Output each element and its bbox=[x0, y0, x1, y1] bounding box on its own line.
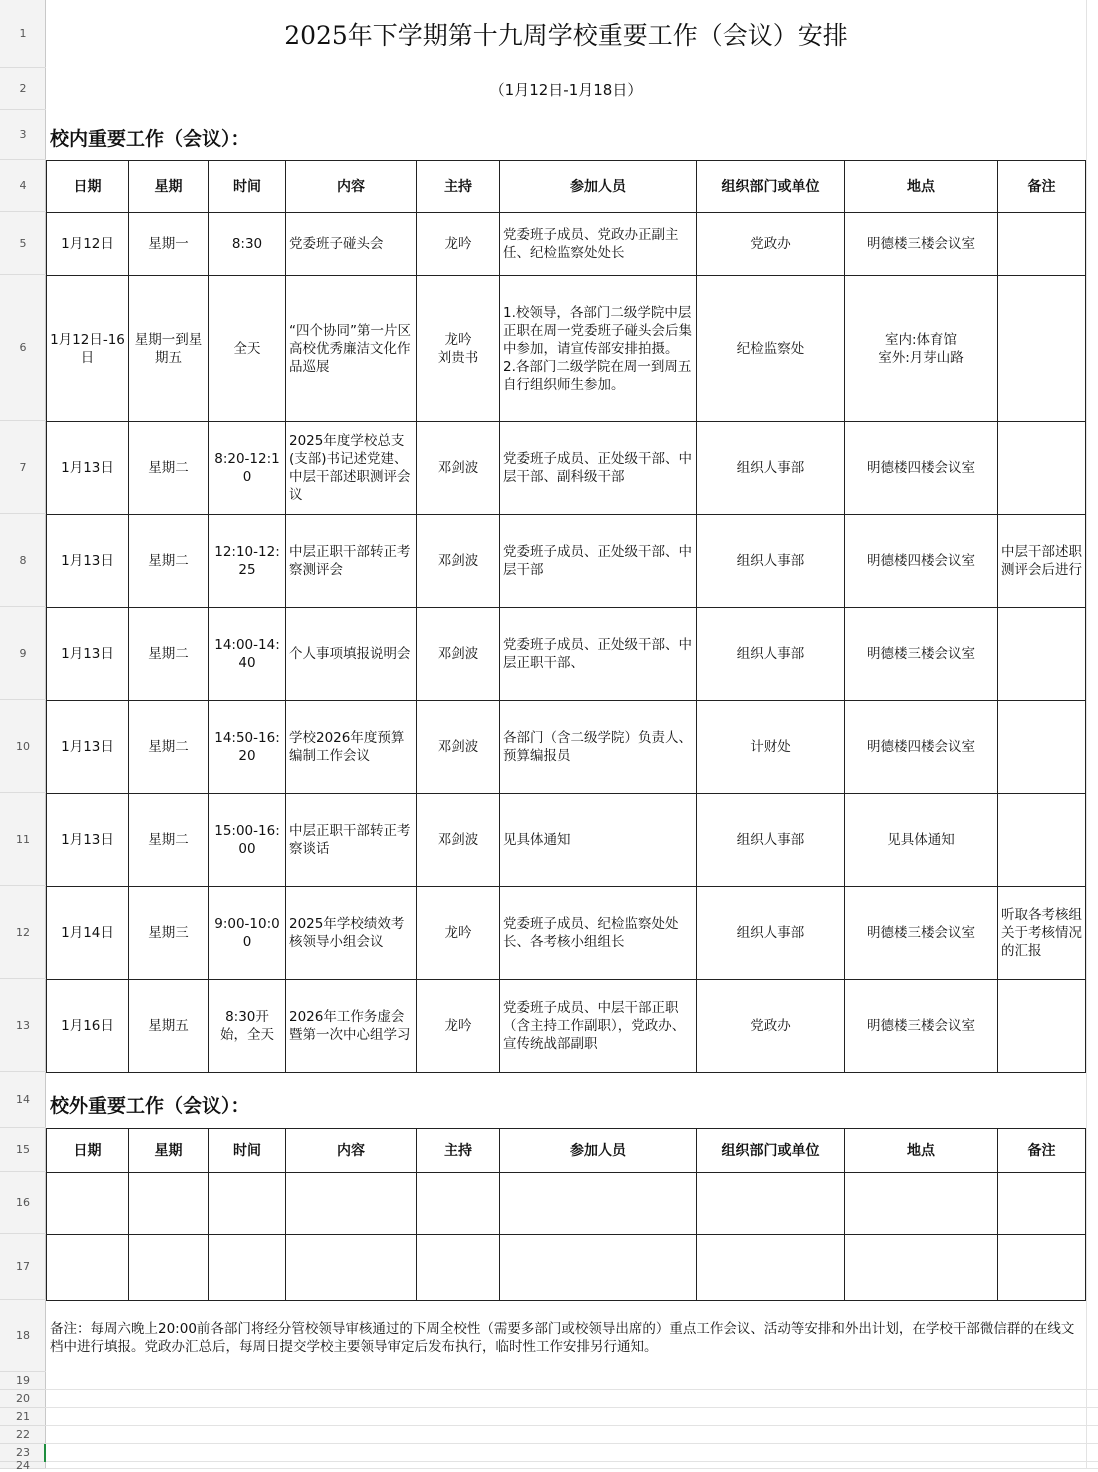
cell-time[interactable]: 8:30开始，全天 bbox=[209, 980, 286, 1073]
cell-date[interactable]: 1月13日 bbox=[47, 608, 129, 701]
row-number[interactable]: 16 bbox=[0, 1172, 46, 1234]
table-row bbox=[47, 887, 1086, 980]
cell-note[interactable] bbox=[998, 213, 1086, 276]
cell-location[interactable]: 明德楼四楼会议室 bbox=[845, 515, 998, 608]
cell-content[interactable]: 2025年度学校总支(支部)书记述党建、中层干部述职测评会议 bbox=[286, 422, 417, 515]
cell-location[interactable]: 室内:体育馆 室外:月芽山路 bbox=[845, 276, 998, 422]
cell-organizer[interactable]: 纪检监察处 bbox=[697, 276, 845, 422]
cell-location[interactable]: 明德楼三楼会议室 bbox=[845, 887, 998, 980]
column-header[interactable]: 主持 bbox=[417, 1129, 500, 1173]
cell-host[interactable]: 龙吟 刘贵书 bbox=[417, 276, 500, 422]
cell-date[interactable]: 1月12日-16日 bbox=[47, 276, 129, 422]
cell-date[interactable]: 1月16日 bbox=[47, 980, 129, 1073]
cell-note[interactable] bbox=[998, 1173, 1086, 1235]
cell-organizer[interactable]: 党政办 bbox=[697, 213, 845, 276]
row-number[interactable]: 18 bbox=[0, 1300, 46, 1372]
cell-location[interactable] bbox=[845, 1235, 998, 1301]
table-row bbox=[47, 980, 1086, 1073]
row-number[interactable]: 19 bbox=[0, 1372, 46, 1390]
column-header[interactable]: 备注 bbox=[998, 161, 1086, 213]
cell-content[interactable] bbox=[286, 1173, 417, 1235]
cell-participants[interactable] bbox=[500, 1235, 697, 1301]
cell-host[interactable]: 龙吟 bbox=[417, 887, 500, 980]
cell-time[interactable]: 15:00-16:00 bbox=[209, 794, 286, 887]
cell-note[interactable]: 中层干部述职测评会后进行 bbox=[998, 515, 1086, 608]
cell-host[interactable]: 龙吟 bbox=[417, 213, 500, 276]
cell-time[interactable]: 8:20-12:10 bbox=[209, 422, 286, 515]
column-header[interactable]: 参加人员 bbox=[500, 1129, 697, 1173]
cell-host[interactable]: 邓剑波 bbox=[417, 608, 500, 701]
cell-time[interactable]: 14:00-14:40 bbox=[209, 608, 286, 701]
table-row bbox=[47, 794, 1086, 887]
cell-note[interactable] bbox=[998, 608, 1086, 701]
footnote: 备注：每周六晚上20:00前各部门将经分管校领导审核通过的下周全校性（需要多部门或校领导出席的）重点工作会议、活动等安排和外出计划，在学校干部微信群的在线文档中进行填报。党政办汇总后，每周日提交学校主要领导审定后发布执行，临时性工作安排另行通知。 bbox=[50, 1321, 1075, 1355]
grid-line bbox=[46, 1425, 1098, 1426]
table-header-row bbox=[47, 161, 1086, 213]
cell-organizer[interactable] bbox=[697, 1235, 845, 1301]
column-header[interactable]: 主持 bbox=[417, 161, 500, 213]
cell-weekday[interactable]: 星期二 bbox=[129, 608, 209, 701]
cell-host[interactable] bbox=[417, 1173, 500, 1235]
table-row bbox=[47, 213, 1086, 276]
row-number[interactable]: 17 bbox=[0, 1234, 46, 1300]
cell-note[interactable] bbox=[998, 422, 1086, 515]
row-number[interactable]: 4 bbox=[0, 160, 46, 212]
row-number[interactable]: 12 bbox=[0, 886, 46, 979]
cell-note[interactable] bbox=[998, 276, 1086, 422]
cell-location[interactable]: 明德楼四楼会议室 bbox=[845, 422, 998, 515]
row-number[interactable]: 23 bbox=[0, 1444, 46, 1462]
cell-organizer[interactable]: 组织人事部 bbox=[697, 794, 845, 887]
row-number[interactable]: 24 bbox=[0, 1462, 46, 1469]
cell-weekday[interactable]: 星期三 bbox=[129, 887, 209, 980]
cell-location[interactable]: 明德楼三楼会议室 bbox=[845, 213, 998, 276]
cell-content[interactable]: 党委班子碰头会 bbox=[286, 213, 417, 276]
cell-weekday[interactable]: 星期五 bbox=[129, 980, 209, 1073]
cell-participants[interactable]: 党委班子成员、纪检监察处处长、各考核小组组长 bbox=[500, 887, 697, 980]
cell-content[interactable]: 中层正职干部转正考察测评会 bbox=[286, 515, 417, 608]
row-number[interactable]: 10 bbox=[0, 700, 46, 793]
cell-participants[interactable]: 1.校领导，各部门二级学院中层正职在周一党委班子碰头会后集中参加，请宣传部安排拍摄。 2.各部门二级学院在周一到周五自行组织师生参加。 bbox=[500, 276, 697, 422]
cell-organizer[interactable]: 组织人事部 bbox=[697, 887, 845, 980]
cell-date[interactable]: 1月14日 bbox=[47, 887, 129, 980]
cell-weekday[interactable]: 星期一 bbox=[129, 213, 209, 276]
cell-content[interactable]: 2025年学校绩效考核领导小组会议 bbox=[286, 887, 417, 980]
table-row bbox=[47, 276, 1086, 422]
grid-line bbox=[1086, 0, 1087, 1469]
cell-participants[interactable]: 见具体通知 bbox=[500, 794, 697, 887]
cell-host[interactable]: 邓剑波 bbox=[417, 701, 500, 794]
cell-time[interactable]: 9:00-10:00 bbox=[209, 887, 286, 980]
table-header-row bbox=[47, 1129, 1086, 1173]
table-row bbox=[47, 1235, 1086, 1301]
cell-location[interactable]: 明德楼四楼会议室 bbox=[845, 701, 998, 794]
internal-section-title: 校内重要工作（会议）： bbox=[50, 128, 250, 150]
table-row bbox=[47, 1173, 1086, 1235]
column-header[interactable]: 备注 bbox=[998, 1129, 1086, 1173]
date-range: （1月12日-1月18日） bbox=[489, 80, 643, 99]
cell-location[interactable] bbox=[845, 1173, 998, 1235]
cell-host[interactable]: 邓剑波 bbox=[417, 794, 500, 887]
column-header[interactable]: 日期 bbox=[47, 161, 129, 213]
row-number[interactable]: 9 bbox=[0, 607, 46, 700]
cell-date[interactable]: 1月13日 bbox=[47, 794, 129, 887]
cell-date[interactable]: 1月13日 bbox=[47, 515, 129, 608]
cell-organizer[interactable]: 组织人事部 bbox=[697, 515, 845, 608]
column-header[interactable]: 内容 bbox=[286, 1129, 417, 1173]
cell-content[interactable]: 个人事项填报说明会 bbox=[286, 608, 417, 701]
cell-weekday[interactable]: 星期一到星期五 bbox=[129, 276, 209, 422]
cell-content[interactable]: 学校2026年度预算编制工作会议 bbox=[286, 701, 417, 794]
cell-host[interactable]: 龙吟 bbox=[417, 980, 500, 1073]
cell-location[interactable]: 明德楼三楼会议室 bbox=[845, 980, 998, 1073]
cell-organizer[interactable] bbox=[697, 1173, 845, 1235]
external-section-title: 校外重要工作（会议）： bbox=[50, 1095, 250, 1117]
cell-participants[interactable]: 党委班子成员、党政办正副主任、纪检监察处处长 bbox=[500, 213, 697, 276]
cell-content[interactable] bbox=[286, 1235, 417, 1301]
cell-host[interactable]: 邓剑波 bbox=[417, 422, 500, 515]
cell-location[interactable]: 明德楼三楼会议室 bbox=[845, 608, 998, 701]
cell-participants[interactable]: 党委班子成员、正处级干部、中层干部、副科级干部 bbox=[500, 422, 697, 515]
row-number[interactable]: 15 bbox=[0, 1128, 46, 1172]
cell-time[interactable]: 全天 bbox=[209, 276, 286, 422]
row-number[interactable]: 8 bbox=[0, 514, 46, 607]
cell-content[interactable]: “四个协同”第一片区高校优秀廉洁文化作品巡展 bbox=[286, 276, 417, 422]
table-row bbox=[47, 515, 1086, 608]
table-row bbox=[47, 608, 1086, 701]
row-number[interactable]: 2 bbox=[0, 68, 46, 110]
cell-cursor bbox=[44, 1444, 46, 1462]
cell-content[interactable]: 2026年工作务虚会暨第一次中心组学习 bbox=[286, 980, 417, 1073]
cell-time[interactable]: 14:50-16:20 bbox=[209, 701, 286, 794]
cell-organizer[interactable]: 党政办 bbox=[697, 980, 845, 1073]
cell-organizer[interactable]: 组织人事部 bbox=[697, 608, 845, 701]
grid-line bbox=[46, 1443, 1098, 1444]
cell-date[interactable]: 1月12日 bbox=[47, 213, 129, 276]
cell-date[interactable] bbox=[47, 1173, 129, 1235]
row-number[interactable]: 21 bbox=[0, 1408, 46, 1426]
cell-note[interactable]: 听取各考核组关于考核情况的汇报 bbox=[998, 887, 1086, 980]
cell-note[interactable] bbox=[998, 701, 1086, 794]
column-header[interactable]: 时间 bbox=[209, 161, 286, 213]
cell-content[interactable]: 中层正职干部转正考察谈话 bbox=[286, 794, 417, 887]
cell-location[interactable]: 见具体通知 bbox=[845, 794, 998, 887]
grid-line bbox=[46, 1461, 1098, 1462]
column-header[interactable]: 日期 bbox=[47, 1129, 129, 1173]
cell-participants[interactable]: 各部门（含二级学院）负责人、预算编报员 bbox=[500, 701, 697, 794]
row-number[interactable]: 14 bbox=[0, 1072, 46, 1128]
cell-time[interactable] bbox=[209, 1173, 286, 1235]
column-header[interactable]: 星期 bbox=[129, 161, 209, 213]
cell-organizer[interactable]: 计财处 bbox=[697, 701, 845, 794]
cell-weekday[interactable]: 星期二 bbox=[129, 794, 209, 887]
cell-note[interactable] bbox=[998, 1235, 1086, 1301]
cell-time[interactable] bbox=[209, 1235, 286, 1301]
grid-line bbox=[46, 1407, 1098, 1408]
cell-note[interactable] bbox=[998, 794, 1086, 887]
row-number[interactable]: 5 bbox=[0, 212, 46, 275]
table-row bbox=[47, 701, 1086, 794]
column-header[interactable]: 组织部门或单位 bbox=[697, 1129, 845, 1173]
external-schedule-table bbox=[46, 1128, 1086, 1301]
row-number[interactable]: 7 bbox=[0, 421, 46, 514]
column-header[interactable]: 组织部门或单位 bbox=[697, 161, 845, 213]
column-header[interactable]: 星期 bbox=[129, 1129, 209, 1173]
cell-time[interactable]: 8:30 bbox=[209, 213, 286, 276]
cell-participants[interactable]: 党委班子成员、中层干部正职（含主持工作副职），党政办、宣传统战部副职 bbox=[500, 980, 697, 1073]
cell-date[interactable]: 1月13日 bbox=[47, 422, 129, 515]
cell-host[interactable] bbox=[417, 1235, 500, 1301]
cell-date[interactable]: 1月13日 bbox=[47, 701, 129, 794]
cell-host[interactable]: 邓剑波 bbox=[417, 515, 500, 608]
cell-participants[interactable]: 党委班子成员、正处级干部、中层干部 bbox=[500, 515, 697, 608]
column-header[interactable]: 时间 bbox=[209, 1129, 286, 1173]
row-number[interactable]: 20 bbox=[0, 1390, 46, 1408]
internal-schedule-table bbox=[46, 160, 1086, 1073]
grid-line bbox=[46, 1389, 1098, 1390]
row-number[interactable]: 3 bbox=[0, 110, 46, 160]
row-number[interactable]: 13 bbox=[0, 979, 46, 1072]
cell-date[interactable] bbox=[47, 1235, 129, 1301]
column-header[interactable]: 地点 bbox=[845, 1129, 998, 1173]
cell-weekday[interactable] bbox=[129, 1235, 209, 1301]
row-number[interactable]: 22 bbox=[0, 1426, 46, 1444]
column-header[interactable]: 内容 bbox=[286, 161, 417, 213]
cell-organizer[interactable]: 组织人事部 bbox=[697, 422, 845, 515]
page-title: 2025年下学期第十九周学校重要工作（会议）安排 bbox=[284, 21, 848, 50]
cell-time[interactable]: 12:10-12:25 bbox=[209, 515, 286, 608]
cell-participants[interactable] bbox=[500, 1173, 697, 1235]
column-header[interactable]: 地点 bbox=[845, 161, 998, 213]
cell-weekday[interactable]: 星期二 bbox=[129, 515, 209, 608]
cell-weekday[interactable] bbox=[129, 1173, 209, 1235]
row-number[interactable]: 1 bbox=[0, 0, 46, 68]
table-row bbox=[47, 422, 1086, 515]
column-header[interactable]: 参加人员 bbox=[500, 161, 697, 213]
cell-weekday[interactable]: 星期二 bbox=[129, 422, 209, 515]
cell-weekday[interactable]: 星期二 bbox=[129, 701, 209, 794]
cell-note[interactable] bbox=[998, 980, 1086, 1073]
row-number[interactable]: 11 bbox=[0, 793, 46, 886]
cell-participants[interactable]: 党委班子成员、正处级干部、中层正职干部、 bbox=[500, 608, 697, 701]
row-number[interactable]: 6 bbox=[0, 275, 46, 421]
